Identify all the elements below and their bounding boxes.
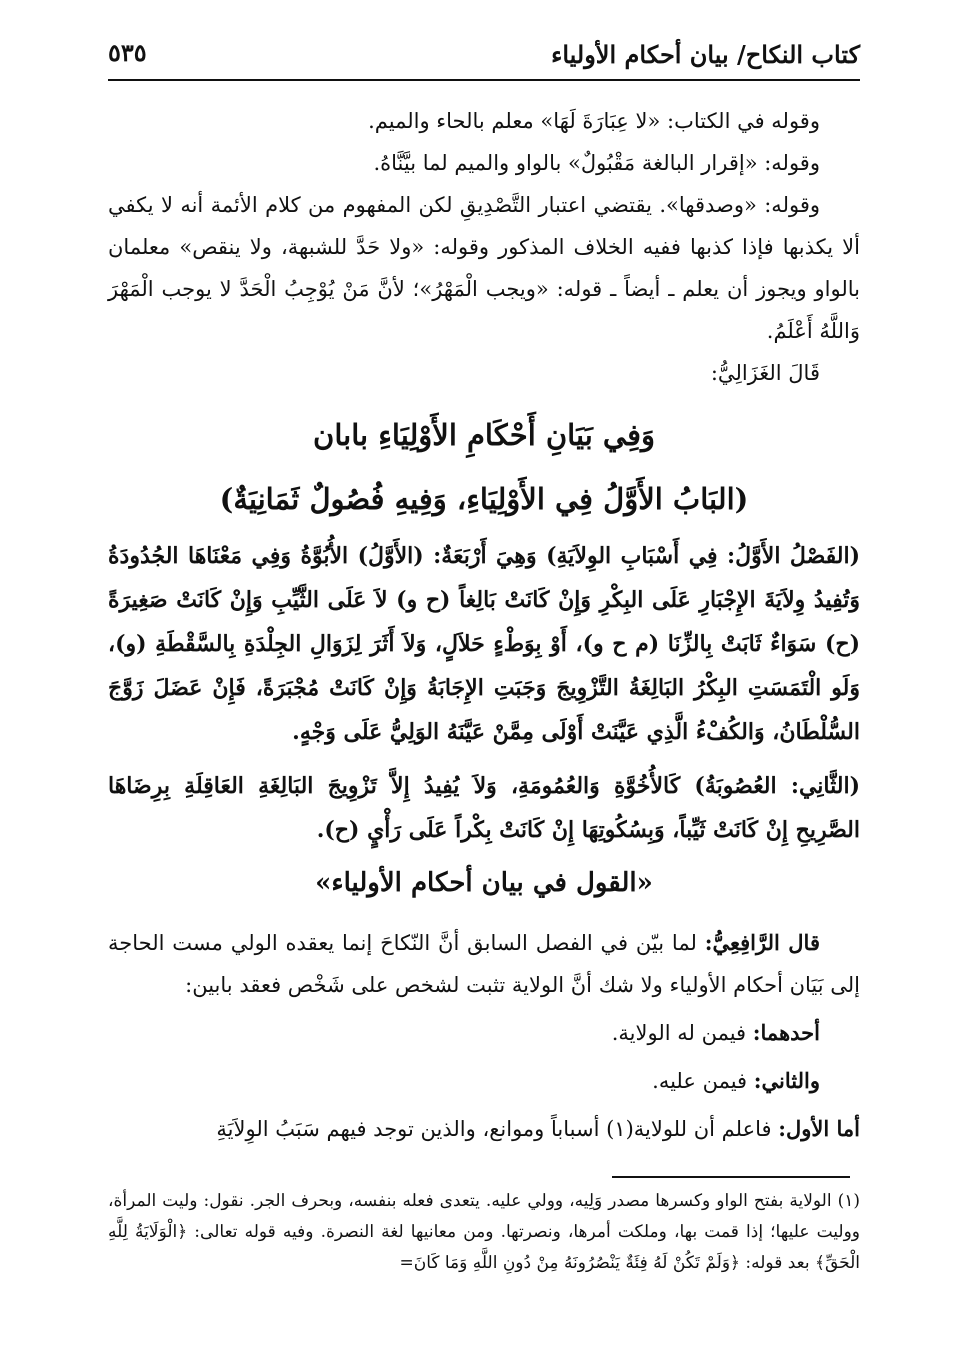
rafii-text: لما بيّن في الفصل السابق أنَّ النّكاحَ إنما يعقده الولي مست الحاجة إلى بَيَان أحكام الأولياء ولا شك أنَّ الولاية تثبت لشخص على شَخْص فعقد بابين: <box>108 931 860 997</box>
footnote-rule <box>612 1176 850 1178</box>
commentary-line-2: وقوله: «إقرار البالغة مَقْبُولٌ» بالواو والميم لما بيَّنَّاهُ. <box>373 151 820 175</box>
running-title: كتاب النكاح/ بيان أحكام الأولياء <box>551 40 860 69</box>
second-label: والثاني: <box>753 1068 820 1093</box>
rafii-paragraph <box>108 922 860 1006</box>
second-text: فيمن عليه. <box>652 1069 748 1093</box>
footnote: (١) الولاية بفتح الواو وكسرها مصدر وَلِيه، وولي عليه. يتعدى فعله بنفسه، وبحرف الجر. نقول: وليت المرأة، ووليت عليها؛ إذا قمت بها، وملكت أمرها، ونصرتها. ومن معانيها لغة النصرة. وفيه قوله تعالى: ﴿الْوَلَايَةُ لِلَّهِ الْحَقِّ﴾ بعد قوله: ﴿وَلَمْ تَكُنْ لَهُ فِئَةٌ يَنْصُرُونَهُ مِنْ دُونِ اللَّهِ وَمَا كَانَ= <box>108 1191 860 1273</box>
first-label: أحدهما: <box>752 1020 820 1045</box>
commentary-line-1: وقوله في الكتاب: «لا عِبَارَةَ لَهَا» معلم بالحاء والميم. <box>368 109 820 133</box>
amma-label: أما الأول: <box>778 1116 860 1141</box>
commentary-block <box>108 100 860 394</box>
commentary-paragraph-3: وقوله: «وصدقها». يقتضي اعتبار التَّصْدِيقِ لكن المفهوم من كلام الأئمة أنه لا يكفي ألا يكذبها فإذا كذبها ففيه الخلاف المذكور وقوله: «ولا حَدَّ للشبهة، ولا ينقص» معلمان بالواو ويجوز أن يعلم ـ أيضاً ـ قوله: «ويجب الْمَهْرُ»؛ لأنَّ مَنْ يُوْجِبُ الْحَدَّ لا يوجب الْمَهْرَ وَاللَّهُ أَعْلَمُ. <box>108 193 860 343</box>
amma-text: فاعلم أن للولاية(١) أسباباً وموانع، والذين توجد فيهم سَبَبُ الوِلاَيَةِ <box>216 1117 772 1141</box>
running-header <box>108 30 860 78</box>
first-division <box>108 1012 860 1054</box>
rafii-label: قال الرَّافِعِيُّ: <box>704 930 820 955</box>
page-number: ٥٣٥ <box>108 38 147 67</box>
header-rule <box>108 79 860 81</box>
second-division <box>108 1060 860 1102</box>
matn-paragraph-1: (الفَصْلُ الأَوَّلُ: فِي أَسْبَابِ الوِلاَيَةِ) وَهِيَ أَرْبَعَةٌ: (الأَوَّلُ) الأُبُوَّةُ وَفِي مَعْنَاهَا الجُدُودَةُ وَتُفِيدُ وِلاَيَةَ الإِجْبَارِ عَلَى البِكْرِ وَإِنْ كَانَتْ بَالِغاً (ح و) لاَ عَلَى الثَّيِّبِ وَإِنْ كَانَتْ صَغِيرَةً (ح) سَوَاءٌ ثَابَتْ بِالزِّنَا (م ح و)، أَوْ بِوَطْءٍ حَلاَلٍ، وَلاَ أَثَرَ لِزَوَالِ الجِلْدَةِ بِالسَّقْطَةِ (و)، وَلَو الْتَمَسَتِ البِكْرُ البَالِغَةُ التَّزْوِيجَ وَجَبَتِ الإِجَابَةُ وَإِنْ كَانَتْ مُجْبَرَةً، فَإِنْ عَضَلَ زَوَّجَ السُّلْطَانُ، وَالكُفْءُ الَّذِي عَيَّنَتْ أَوْلَى مِمَّنْ عَيَّنَهُ الوَلِيُّ عَلَى وَجْهٍ. <box>108 543 860 745</box>
sharh-block <box>108 922 860 1150</box>
qal-ghazali: قَالَ الغَزَالِيُّ: <box>710 361 820 385</box>
chapter-heading: (البَابُ الأَوَّلُ فِي الأَوْلِيَاءِ، وَفِيهِ فُصُولٌ ثَمَانِيَةٌ) <box>219 482 749 516</box>
amma-paragraph <box>108 1108 860 1150</box>
matn-paragraph-2: (الثَّانِي: العُصُوبَةُ) كَالأُخُوَّةِ وَالعُمُومَةِ، وَلاَ يُفِيدُ إِلاَّ تَزْوِيجَ البَالِغَةِ العَاقِلَةِ بِرِضَاهَا الصَّرِيحِ إِنْ كَانَتْ ثَيِّباً، وَبِسُكُوتِهَا إِنْ كَانَتْ بِكْراً عَلَى رَأْيٍ (ح). <box>108 773 860 843</box>
sharh-heading: «القول في بيان أحكام الأولياء» <box>315 868 653 898</box>
section-heading: وَفِي بَيَانِ أَحْكَامِ الأَوْلِيَاءِ بابان <box>313 418 655 452</box>
first-text: فيمن له الولاية. <box>611 1021 747 1045</box>
